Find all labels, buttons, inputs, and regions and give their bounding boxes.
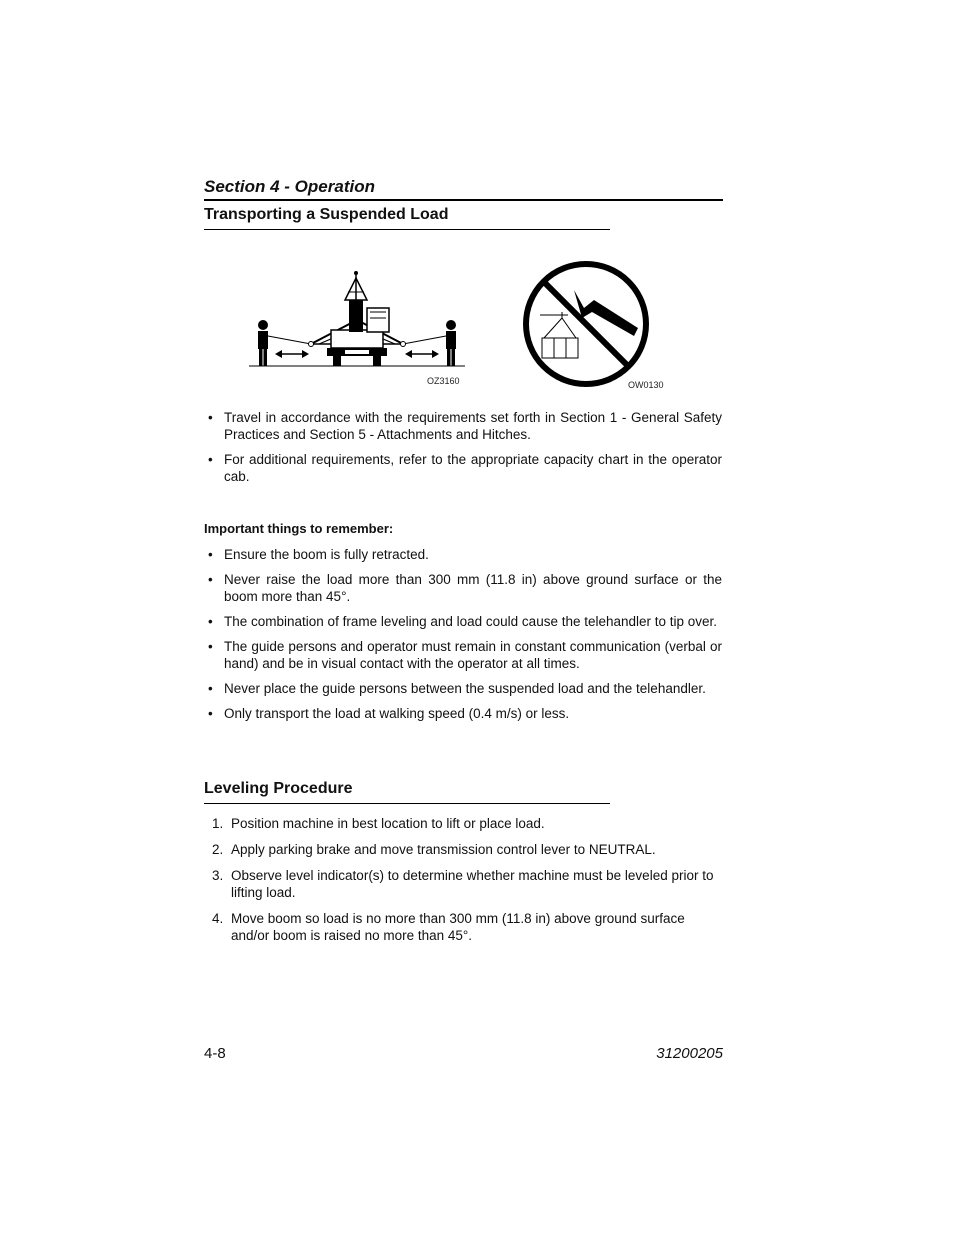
transport-bullet-list — [204, 409, 722, 493]
list-item: • The combination of frame leveling and load could cause the telehandler to tip over. — [204, 613, 722, 630]
telehandler-guide-illustration — [249, 270, 465, 370]
list-item — [204, 867, 722, 901]
step-number: 3. — [212, 868, 224, 883]
figure-code-right: OW0130 — [628, 380, 664, 390]
list-item: • For additional requirements, refer to the appropriate capacity chart in the operator cab. — [204, 451, 722, 485]
remember-bullet-list — [204, 546, 722, 730]
list-item — [204, 841, 722, 858]
list-item — [204, 815, 722, 832]
leveling-steps-list — [204, 815, 722, 953]
list-item: • Ensure the boom is fully retracted. — [204, 546, 722, 563]
figure-guide-persons — [249, 270, 465, 370]
list-item: • The guide persons and operator must remain in constant communication (verbal or hand) and be in visual contact with the operator at all times. — [204, 638, 722, 672]
step-text: Position machine in best location to lift or place load. — [231, 816, 545, 831]
step-text: Apply parking brake and move transmission control lever to NEUTRAL. — [231, 842, 656, 857]
page-number: 4-8 — [204, 1045, 226, 1062]
step-number: 4. — [212, 911, 224, 926]
list-item: • Travel in accordance with the requirements set forth in Section 1 - General Safety Practices and Section 5 - Attachments and Hitches. — [204, 409, 722, 443]
list-item: • Only transport the load at walking speed (0.4 m/s) or less. — [204, 705, 722, 722]
list-item — [204, 910, 722, 944]
document-number: 31200205 — [656, 1045, 723, 1062]
leveling-heading: Leveling Procedure — [204, 779, 610, 804]
step-text: Move boom so load is no more than 300 mm (11.8 in) above ground surface and/or boom is raised no more than 45°. — [231, 911, 685, 943]
remember-heading: Important things to remember: — [204, 521, 394, 536]
section-header: Section 4 - Operation — [204, 176, 723, 201]
prohibition-illustration — [522, 260, 650, 388]
list-item: • Never place the guide persons between the suspended load and the telehandler. — [204, 680, 722, 697]
list-item: • Never raise the load more than 300 mm (11.8 in) above ground surface or the boom more than 45°. — [204, 571, 722, 605]
step-number: 2. — [212, 842, 224, 857]
figure-prohibited-boom — [522, 260, 650, 388]
step-number: 1. — [212, 816, 224, 831]
step-text: Observe level indicator(s) to determine whether machine must be leveled prior to lifting load. — [231, 868, 714, 900]
transport-heading: Transporting a Suspended Load — [204, 205, 610, 230]
figure-code-left: OZ3160 — [427, 376, 460, 386]
